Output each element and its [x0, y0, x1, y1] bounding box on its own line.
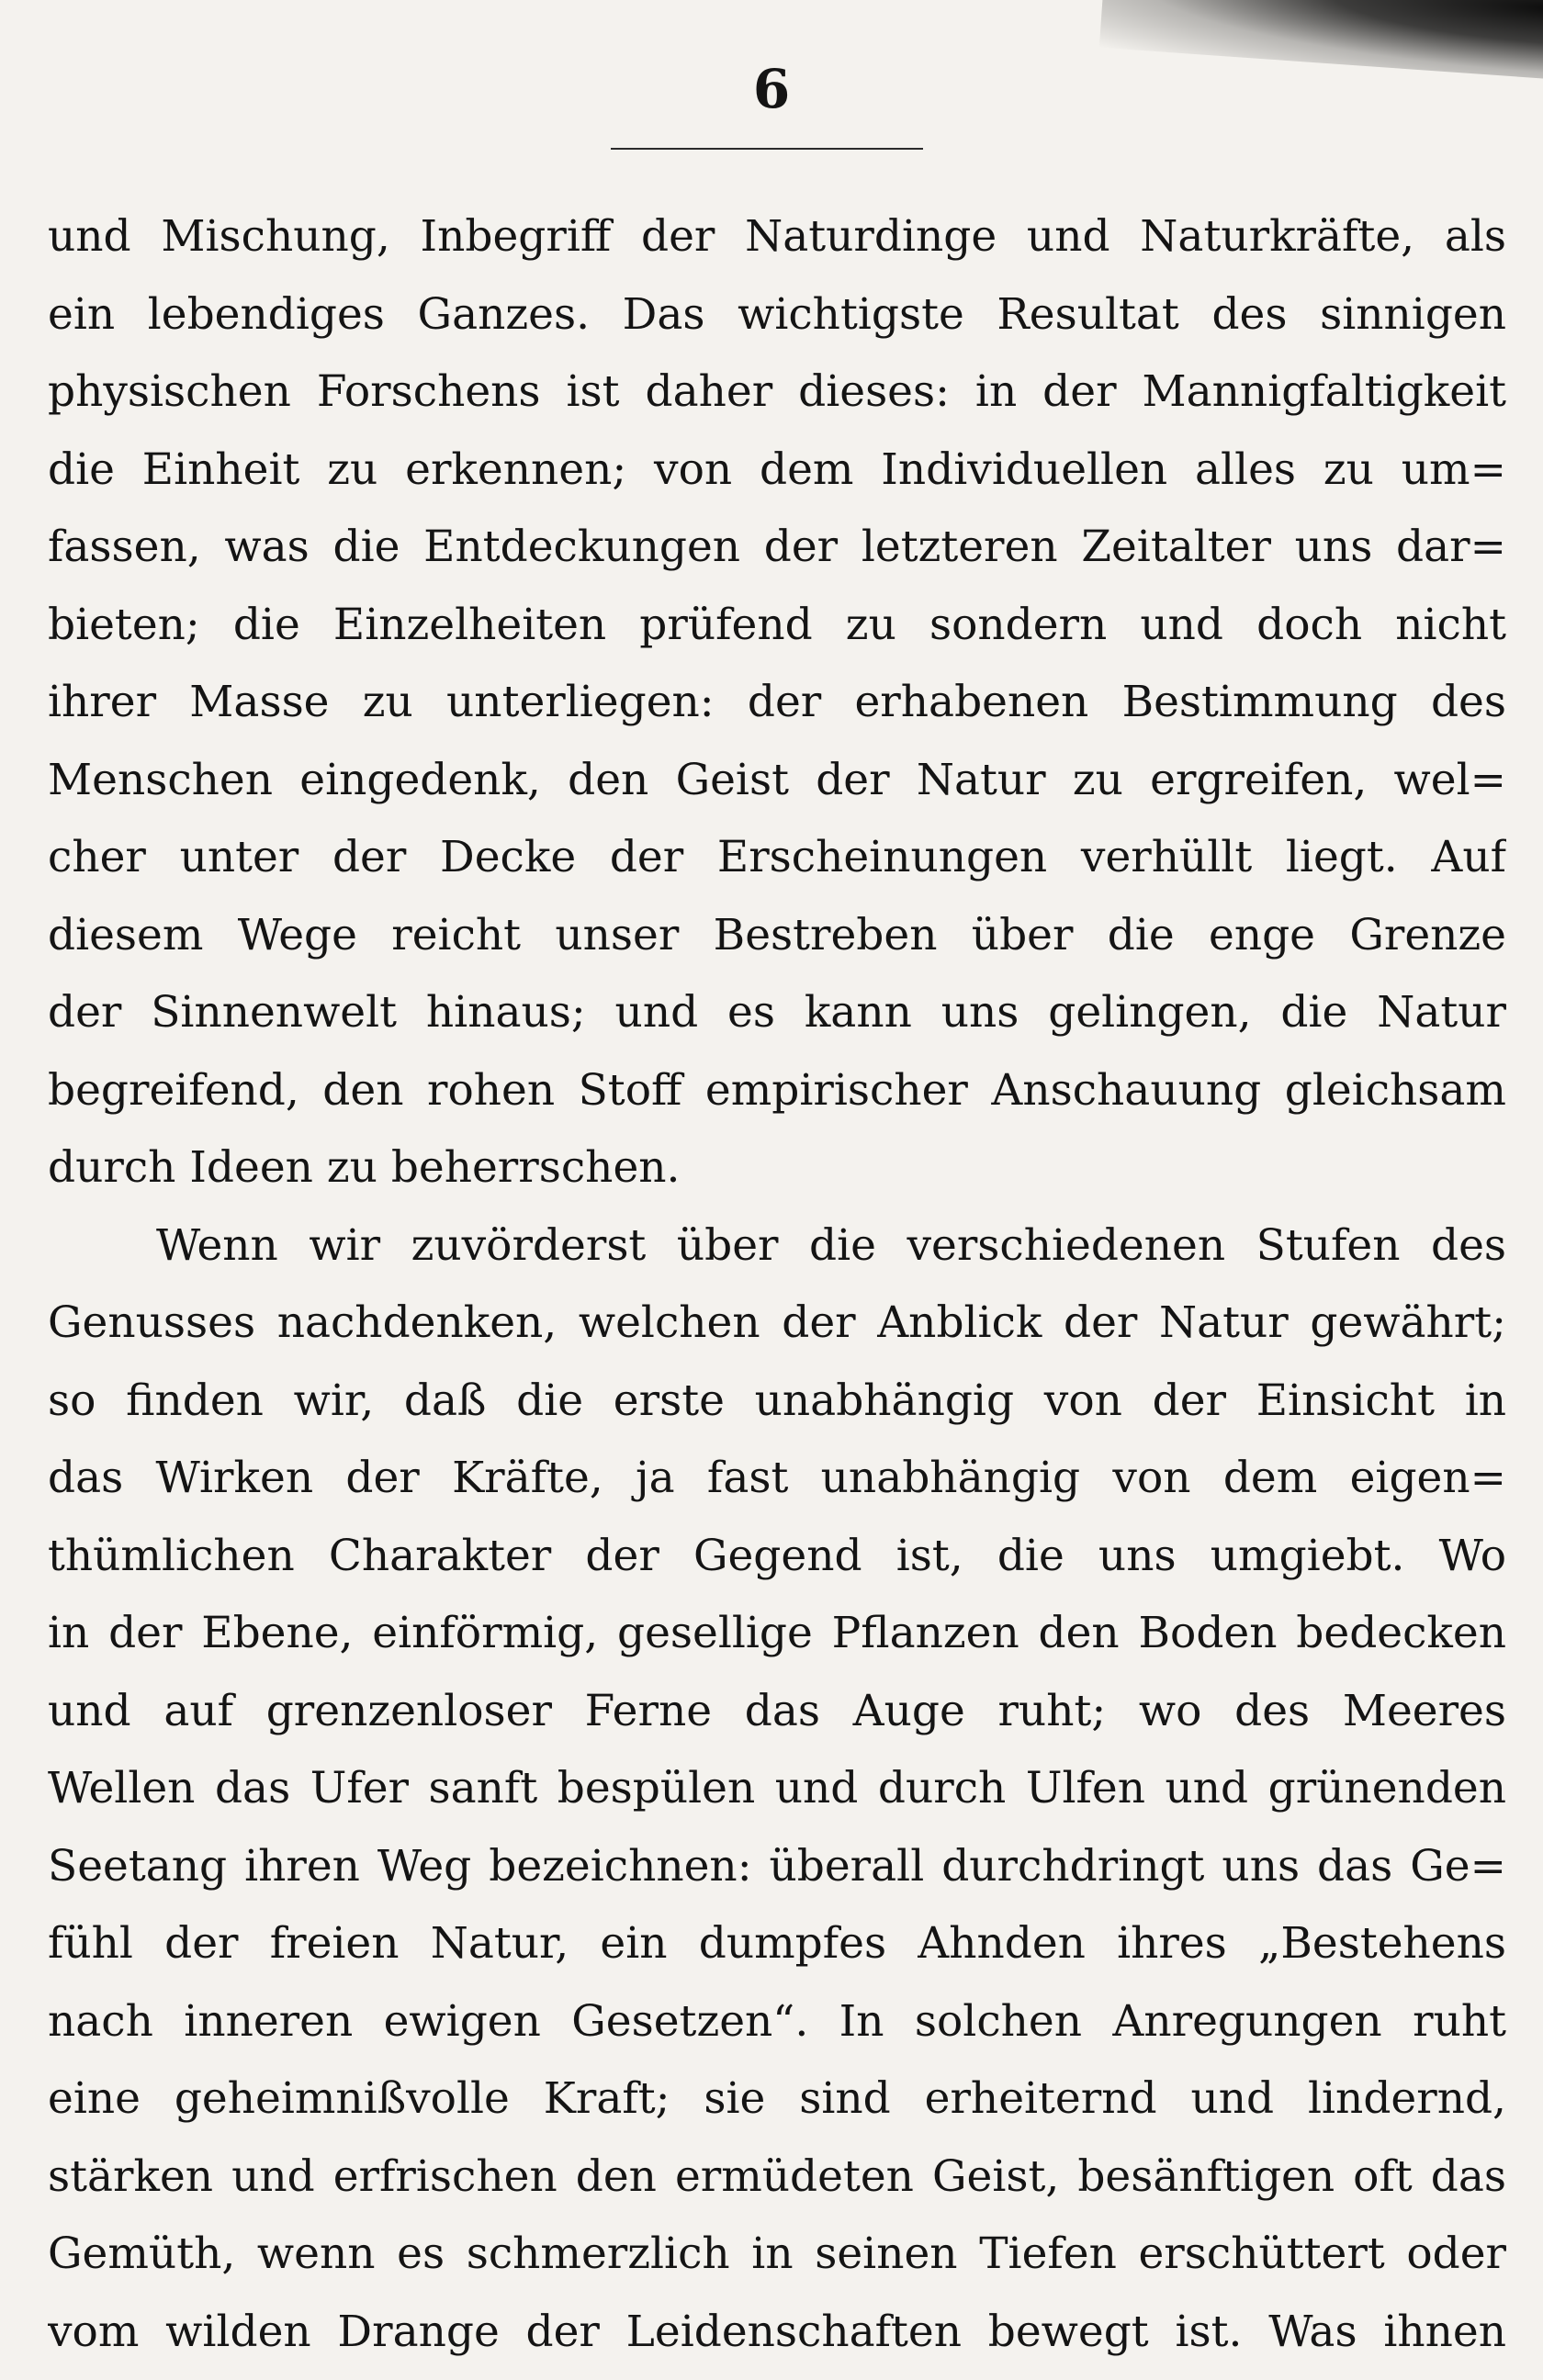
text-line: physischen Forschens ist daher dieses: in der Mannigfaltigkeit [48, 366, 1506, 417]
text-line: und Mischung, Inbegriff der Naturdinge und Naturkräfte, als [48, 211, 1506, 262]
text-line: Menschen eingedenk, den Geist der Natur zu ergreifen, wel= [48, 754, 1506, 805]
text-line: vom wilden Drange der Leidenschaften bewegt ist. Was ihnen [48, 2306, 1506, 2357]
body-text [48, 198, 1506, 2371]
text-line: diesem Wege reicht unser Bestreben über die enge Grenze [48, 909, 1506, 960]
text-line: Seetang ihren Weg bezeichnen: überall durchdringt uns das Ge= [48, 1840, 1506, 1892]
text-line: die Einheit zu erkennen; von dem Individuellen alles zu um= [48, 443, 1506, 495]
text-line: so finden wir, daß die erste unabhängig von der Einsicht in [48, 1375, 1506, 1426]
text-line: in der Ebene, einförmig, gesellige Pflanzen den Boden bedecken [48, 1608, 1506, 1658]
text-line: bieten; die Einzelheiten prüfend zu sondern und doch nicht [48, 599, 1506, 650]
text-line: ein lebendiges Ganzes. Das wichtigste Resultat des sinnigen [48, 288, 1506, 340]
text-line: der Sinnenwelt hinaus; und es kann uns gelingen, die Natur [48, 987, 1506, 1038]
text-line: ihrer Masse zu unterliegen: der erhabenen Bestimmung des [48, 677, 1506, 727]
paragraph-start-line: Wenn wir zuvörderst über die verschiedenen Stufen des [156, 1219, 1506, 1271]
text-line: Wellen das Ufer sanft bespülen und durch Ulfen und grünenden [48, 1763, 1506, 1813]
text-line: nach inneren ewigen Gesetzen“. In solchen Anregungen ruht [48, 1995, 1506, 2047]
header-rule [611, 148, 923, 150]
text-line: fassen, was die Entdeckungen der letzteren Zeitalter uns dar= [48, 522, 1506, 572]
text-line: Genusses nachdenken, welchen der Anblick der Natur gewährt; [48, 1297, 1506, 1348]
text-line: cher unter der Decke der Erscheinungen verhüllt liegt. Auf [48, 832, 1506, 882]
text-line: Gemüth, wenn es schmerzlich in seinen Tiefen erschüttert oder [48, 2228, 1506, 2279]
text-line: fühl der freien Natur, ein dumpfes Ahnden ihres „Bestehens [48, 1918, 1506, 1969]
text-line: das Wirken der Kräfte, ja fast unabhängig von dem eigen= [48, 1453, 1506, 1503]
text-line: eine geheimnißvolle Kraft; sie sind erheiternd und lindernd, [48, 2073, 1506, 2124]
text-line: thümlichen Charakter der Gegend ist, die uns umgiebt. Wo [48, 1530, 1506, 1581]
paragraph-end-line: durch Ideen zu beherrschen. [48, 1142, 681, 1193]
text-line: begreifend, den rohen Stoff empirischer Anschauung gleichsam [48, 1064, 1506, 1116]
page-number: 6 [752, 58, 791, 120]
text-line: und auf grenzenloser Ferne das Auge ruht; wo des Meeres [48, 1685, 1506, 1736]
text-line: stärken und erfrischen den ermüdeten Geist, besänftigen oft das [48, 2150, 1506, 2202]
